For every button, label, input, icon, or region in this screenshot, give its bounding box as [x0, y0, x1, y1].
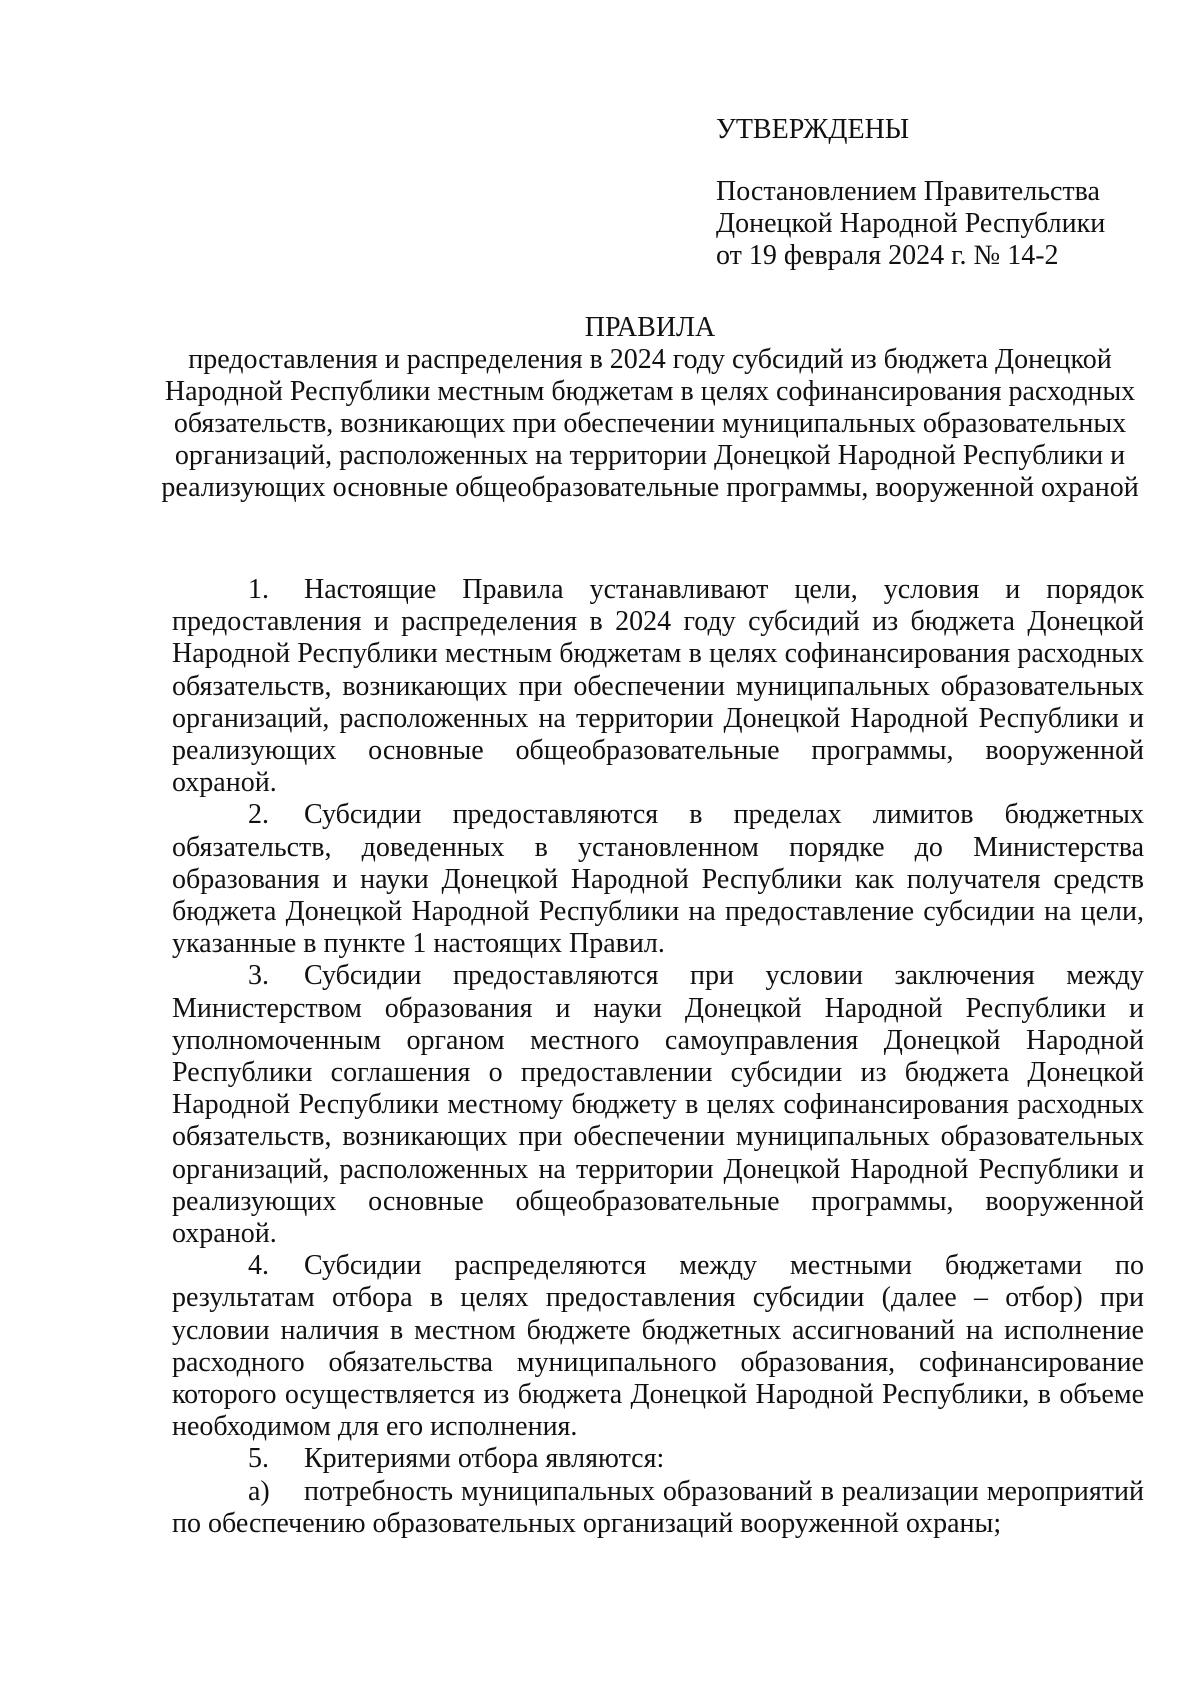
document-title: ПРАВИЛА: [584, 312, 716, 343]
paragraph-text: Критериями отбора являются:: [304, 1443, 665, 1475]
paragraph-2: [172, 799, 1144, 960]
paragraph-text: Субсидии предоставляются при условии заключения между Министерством образования и науки Донецкой Народной Республики и уполномоченным органом местного самоуправления Донецкой Народной Республики соглашения о предоставлении субсидии из бюджета Донецкой Народной Республики местному бюджету в целях софинансирования расходных обязательств, возникающих при обеспечении муниципальных образовательных организаций, расположенных на территории Донецкой Народной Республики и реализующих основные общеобразовательные программы, вооруженной охраной.: [172, 960, 1144, 1250]
paragraph-text: потребность муниципальных образований в реализации мероприятий по обеспечению образовательных организаций вооруженной охраны;: [172, 1475, 1144, 1539]
paragraph-text: Субсидии предоставляются в пределах лимитов бюджетных обязательств, доведенных в установленном порядке до Министерства образования и науки Донецкой Народной Республики как получателя средств бюджета Донецкой Народной Республики на предоставление субсидии на цели, указанные в пункте 1 настоящих Правил.: [172, 799, 1144, 960]
paragraph-1: [172, 574, 1144, 799]
approval-heading: УТВЕРЖДЕНЫ: [716, 114, 910, 145]
paragraph-number: 4.: [248, 1250, 269, 1282]
approval-line-2: Донецкой Народной Республики: [716, 208, 1106, 239]
paragraph-text: Настоящие Правила устанавливают цели, условия и порядок предоставления и распределения в 2024 году субсидий из бюджета Донецкой Народной Республики местным бюджетам в целях софинансирования расходных обязательств, возникающих при обеспечении муниципальных образовательных организаций, расположенных на территории Донецкой Народной Республики и реализующих основные общеобразовательные программы, вооруженной охраной.: [172, 574, 1144, 799]
paragraph-5a: [172, 1476, 1144, 1540]
paragraph-number: 2.: [248, 799, 269, 831]
paragraph-5: [172, 1443, 1144, 1475]
approval-line-3: от 19 февраля 2024 г. № 14-2: [716, 240, 1059, 271]
paragraph-4: [172, 1250, 1144, 1443]
paragraph-number: 5.: [248, 1443, 269, 1475]
paragraph-number: а): [248, 1475, 270, 1507]
approval-line-1: Постановлением Правительства: [716, 176, 1100, 207]
title-block: [150, 312, 1150, 504]
document-subtitle: предоставления и распределения в 2024 году субсидий из бюджета Донецкой Народной Республики местным бюджетам в целях софинансирования расходных обязательств, возникающих при обеспечении муниципальных образовательных организаций, расположенных на территории Донецкой Народной Республики и реализующих основные общеобразовательные программы, вооруженной охраной: [161, 344, 1139, 503]
paragraph-number: 3.: [248, 960, 269, 992]
document-body: [172, 574, 1144, 1540]
paragraph-text: Субсидии распределяются между местными бюджетами по результатам отбора в целях предоставления субсидии (далее – отбор) при условии наличия в местном бюджете бюджетных ассигнований на исполнение расходного обязательства муниципального образования, софинансирование которого осуществляется из бюджета Донецкой Народной Республики, в объеме необходимом для его исполнения.: [172, 1250, 1144, 1443]
approval-block: [716, 114, 1176, 272]
paragraph-3: [172, 960, 1144, 1250]
paragraph-number: 1.: [248, 574, 269, 605]
